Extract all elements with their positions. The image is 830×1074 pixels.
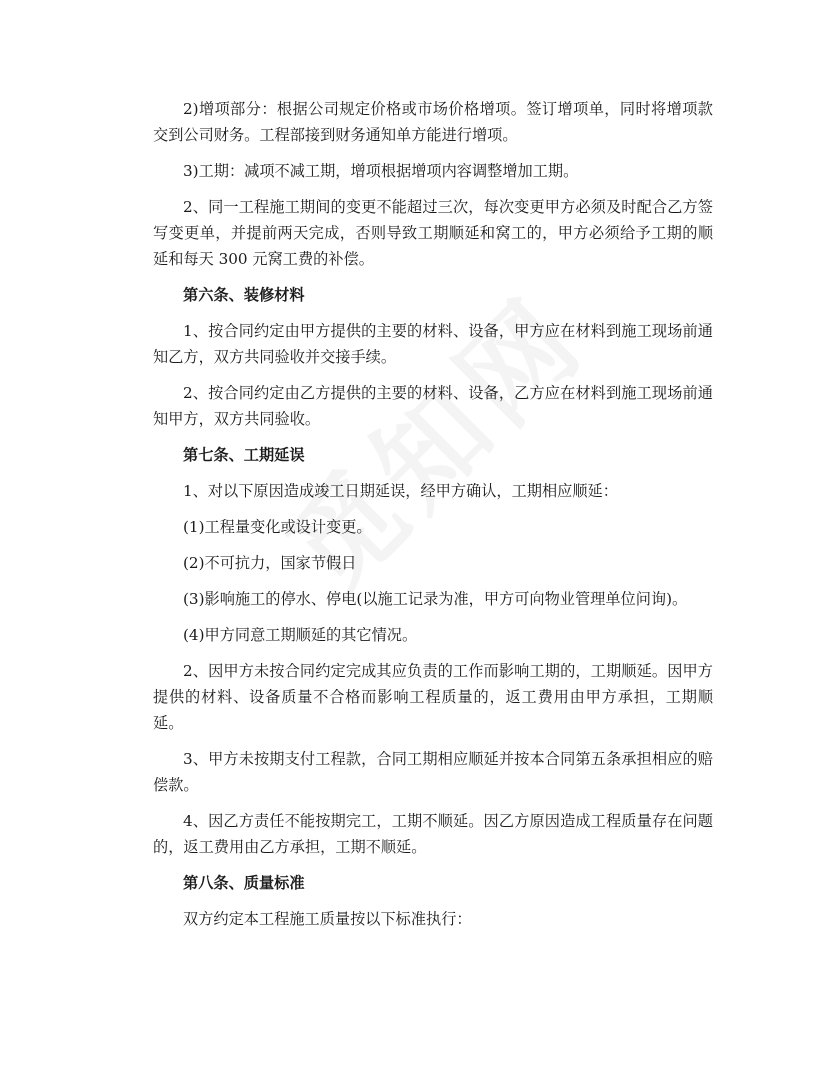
list-item-design-change: (1)工程量变化或设计变更。 [183,518,372,536]
section-heading-quality: 第八条、质量标准 [183,874,305,892]
paragraph-party-b-delay: 4、因乙方责任不能按期完工，工期不顺延。因乙方原因造成工程质量存在问题的，返工费用由乙方承担，工期不顺延。 [153,812,713,856]
section-heading-materials: 第六条、装修材料 [183,286,305,304]
paragraph-quality-standard: 双方约定本工程施工质量按以下标准执行： [183,910,472,928]
list-item-utility-outage: (3)影响施工的停水、停电(以施工记录为准，甲方可向物业管理单位问询)。 [183,590,688,608]
paragraph-payment-delay: 3、甲方未按期支付工程款，合同工期相应顺延并按本合同第五条承担相应的赔偿款。 [153,750,713,794]
paragraph-party-b-materials: 2、按合同约定由乙方提供的主要的材料、设备，乙方应在材料到施工现场前通知甲方，双方共同验收。 [153,384,713,428]
paragraph-party-a-delay: 2、因甲方未按合同约定完成其应负责的工作而影响工期的，工期顺延。因甲方提供的材料、设备质量不合格而影响工程质量的，返工费用由甲方承担，工期顺延。 [153,662,713,732]
paragraph-change-limit: 2、同一工程施工期间的变更不能超过三次，每次变更甲方必须及时配合乙方签写变更单，并提前两天完成，否则导致工期顺延和窝工的，甲方必须给予工期的顺延和每天 300 元窝工费的补偿。 [153,198,713,268]
document-body [153,96,713,932]
paragraph-party-a-materials: 1、按合同约定由甲方提供的主要的材料、设备，甲方应在材料到施工现场前通知乙方，双方共同验收并交接手续。 [153,322,713,366]
paragraph-delay-reasons: 1、对以下原因造成竣工日期延误，经甲方确认，工期相应顺延： [183,482,618,500]
list-item-other-cases: (4)甲方同意工期顺延的其它情况。 [183,626,418,644]
list-item-force-majeure: (2)不可抗力，国家节假日 [183,554,357,572]
section-heading-delay: 第七条、工期延误 [183,446,305,464]
paragraph-increase-items: 2)增项部分：根据公司规定价格或市场价格增项。签订增项单，同时将增项款交到公司财务。工程部接到财务通知单方能进行增项。 [153,100,713,144]
paragraph-schedule-adjust: 3)工期：减项不减工期，增项根据增项内容调整增加工期。 [183,162,579,180]
